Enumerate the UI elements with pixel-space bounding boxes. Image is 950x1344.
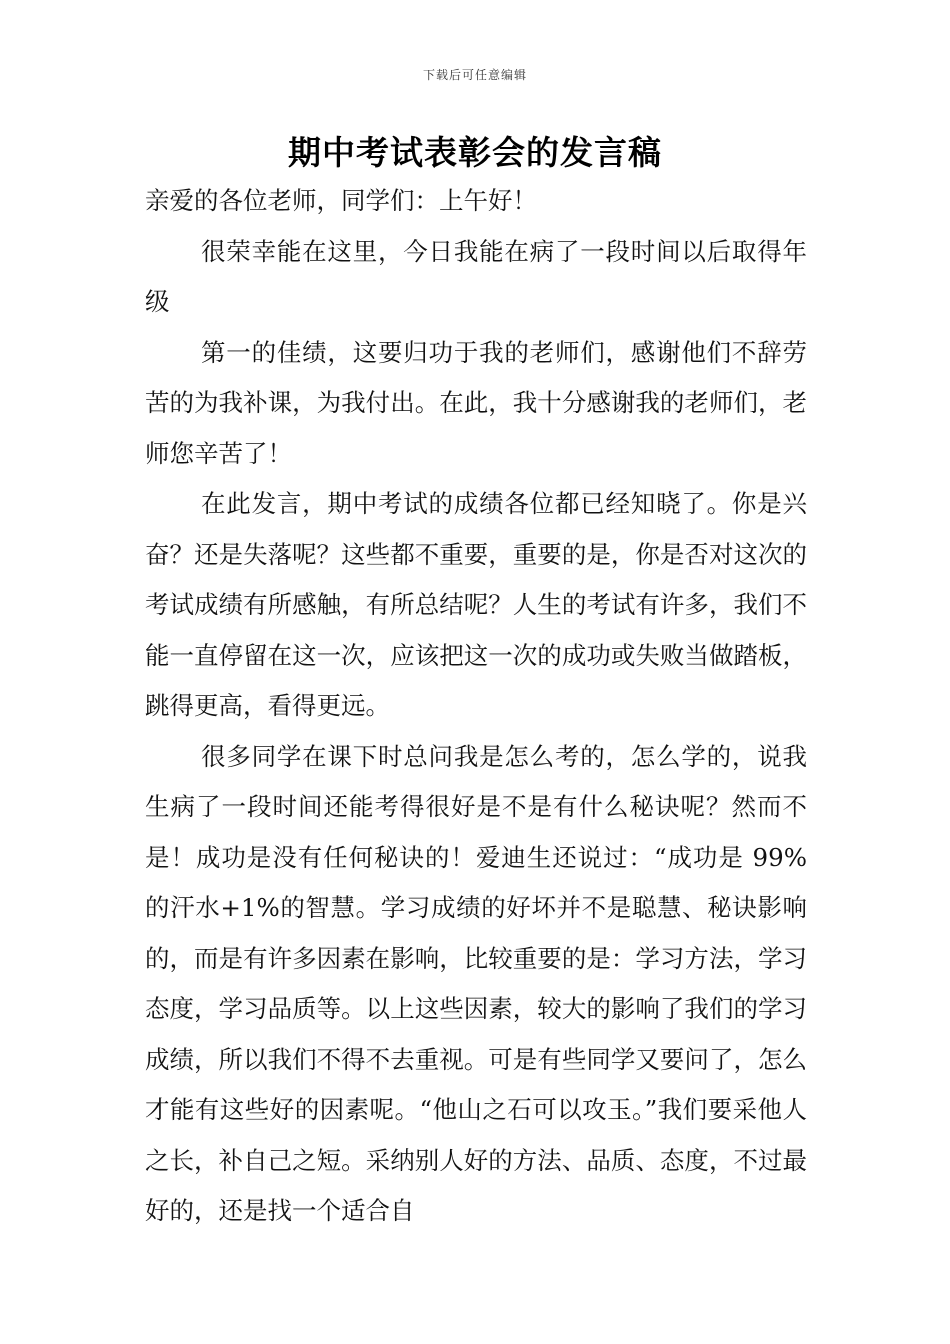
greeting-paragraph: 亲爱的各位老师，同学们：上午好！ [145,186,537,215]
document-title: 期中考试表彰会的发言稿 [288,133,662,172]
paragraph-1: 很荣幸能在这里，今日我能在病了一段时间以后取得年级 [145,236,807,316]
paragraph-3: 在此发言，期中考试的成绩各位都已经知晓了。你是兴奋？还是失落呢？这些都不重要，重要的是，你是否对这次的考试成绩有所感触，有所总结呢？人生的考试有许多，我们不能一直停留在这一次，应该把这一次的成功或失败当做踏板，跳得更高，看得更远。 [145,489,807,720]
document-body [145,176,807,1237]
paragraph-4: 很多同学在课下时总问我是怎么考的，怎么学的，说我生病了一段时间还能考得很好是不是有什么秘诀呢？然而不是！成功是没有任何秘诀的！爱迪生还说过：“成功是 99%的汗水+1%的智慧。学习成绩的好坏并不是聪慧、秘诀影响的，而是有许多因素在影响，比较重要的是：学习方法，学习态度，学习品质等。以上这些因素，较大的影响了我们的学习成绩，所以我们不得不去重视。可是有些同学又要问了，怎么才能有这些好的因素呢。“他山之石可以攻玉。”我们要采他人之长，补自己之短。采纳别人好的方法、品质、态度，不过最好的，还是找一个适合自 [145,741,807,1225]
paragraph-2: 第一的佳绩，这要归功于我的老师们，感谢他们不辞劳苦的为我补课，为我付出。在此，我十分感谢我的老师们，老师您辛苦了！ [145,337,807,468]
header-note: 下载后可任意编辑 [422,68,527,82]
